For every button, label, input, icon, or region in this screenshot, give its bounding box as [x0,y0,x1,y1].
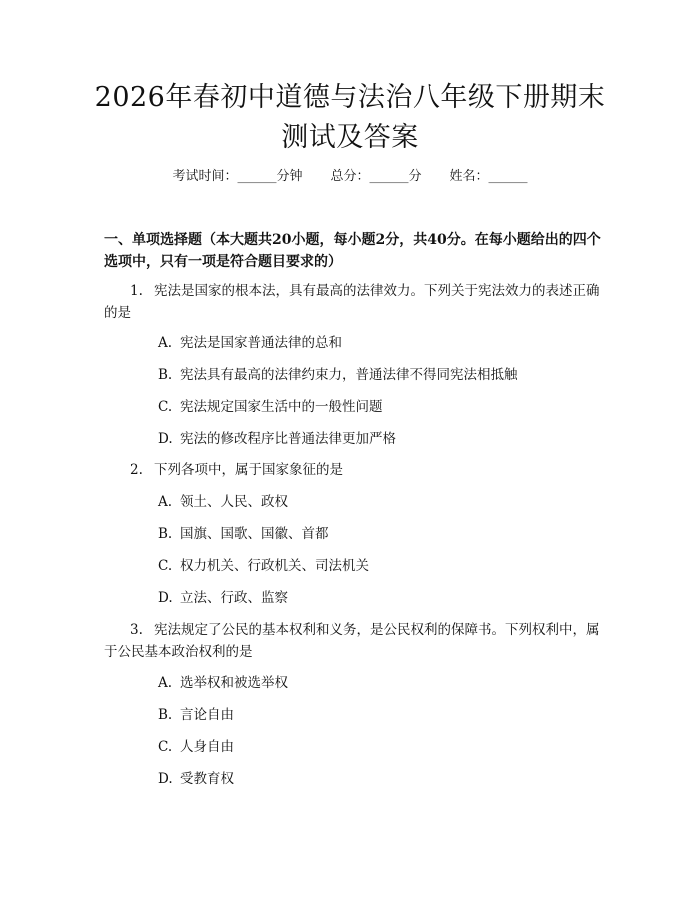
option-letter: D. [158,590,173,606]
question-1-option-b [158,365,598,385]
document-title: 2026年春初中道德与法治八年级下册期末测试及答案 [94,82,606,153]
question-1-option-d [158,429,598,449]
section-heading: 一、单项选择题（本大题共20小题，每小题2分，共40分。在每小题给出的四个选项中，只有一项是符合题目要求的） [104,232,601,270]
option-text: 人身自由 [180,739,234,755]
question-1-option-c [158,397,598,417]
option-text: 宪法是国家普通法律的总和 [180,335,342,351]
question-number: 2. [130,462,143,478]
option-letter: B. [158,707,173,723]
option-letter: C. [158,399,173,415]
option-letter: A. [158,335,173,351]
option-letter: B. [158,367,173,383]
option-letter: A. [158,675,173,691]
question-3-option-c [158,737,598,757]
total-score-field: 总分：______分 [330,169,422,184]
question-1 [104,280,604,324]
question-2-option-a [158,492,598,512]
question-text: 下列各项中，属于国家象征的是 [154,462,343,478]
option-text: 权力机关、行政机关、司法机关 [180,558,369,574]
question-1-option-a [158,333,598,353]
question-2-option-d [158,588,598,608]
question-2-option-b [158,524,598,544]
question-text: 宪法规定了公民的基本权利和义务，是公民权利的保障书。下列权利中，属于公民基本政治权利的是 [104,622,600,660]
option-text: 国旗、国歌、国徽、首都 [180,526,329,542]
option-text: 宪法具有最高的法律约束力，普通法律不得同宪法相抵触 [180,367,518,383]
student-name-field: 姓名：______ [449,169,528,184]
option-letter: A. [158,494,173,510]
option-text: 选举权和被选举权 [180,675,288,691]
option-letter: B. [158,526,173,542]
exam-time-field: 考试时间：______分钟 [172,169,303,184]
option-letter: D. [158,431,173,447]
exam-info-line [0,168,700,186]
question-3-option-d [158,769,598,789]
option-text: 宪法的修改程序比普通法律更加严格 [180,431,396,447]
question-number: 1. [130,283,143,299]
option-letter: C. [158,739,173,755]
question-3 [104,619,604,663]
question-3-option-a [158,673,598,693]
option-text: 宪法规定国家生活中的一般性问题 [180,399,383,415]
option-text: 受教育权 [180,771,234,787]
option-letter: D. [158,771,173,787]
option-text: 立法、行政、监察 [180,590,288,606]
question-2 [104,459,604,481]
question-number: 3. [130,622,143,638]
option-letter: C. [158,558,173,574]
option-text: 言论自由 [180,707,234,723]
question-text: 宪法是国家的根本法，具有最高的法律效力。下列关于宪法效力的表述正确的是 [104,283,600,321]
question-2-option-c [158,556,598,576]
question-3-option-b [158,705,598,725]
option-text: 领土、人民、政权 [180,494,288,510]
